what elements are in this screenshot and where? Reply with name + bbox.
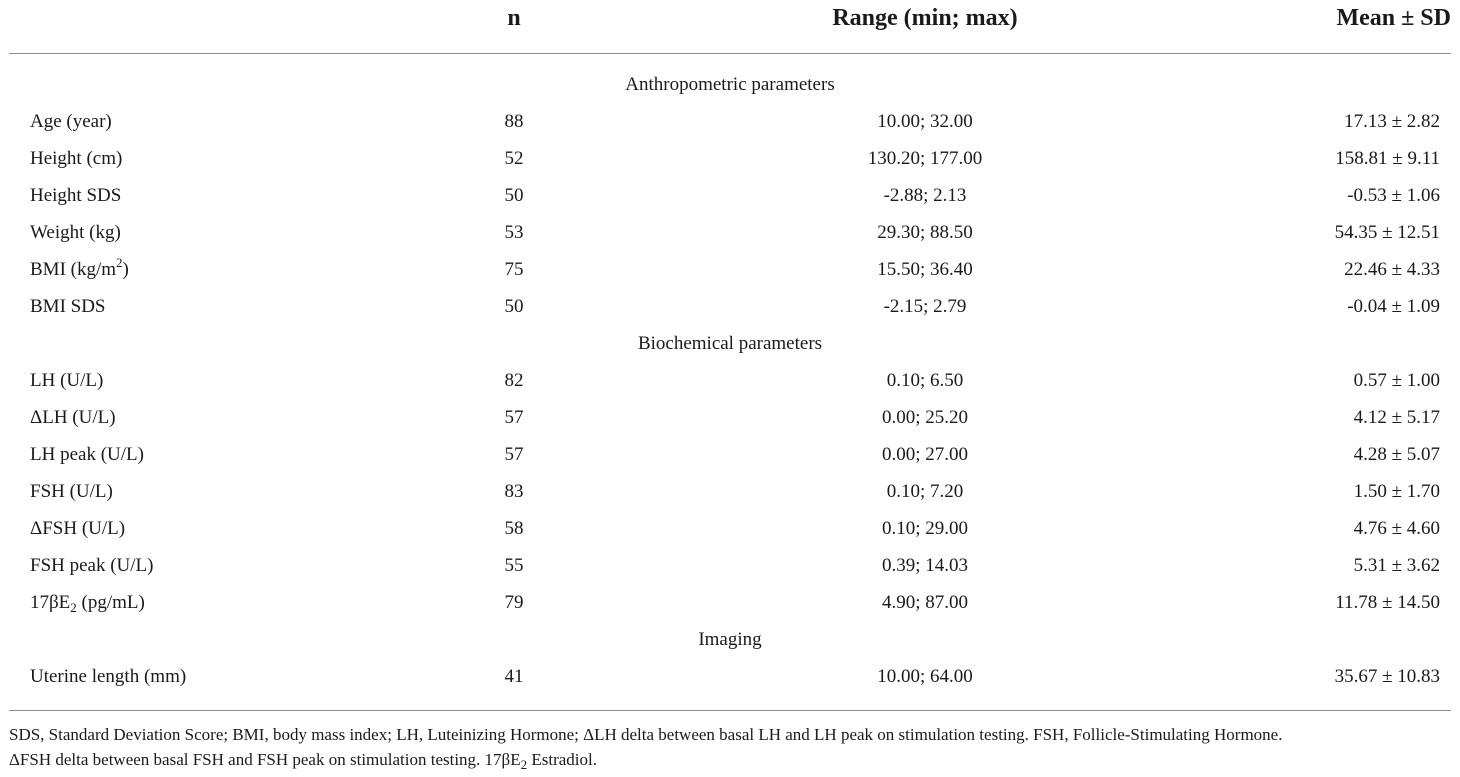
- footnote-line-1: SDS, Standard Deviation Score; BMI, body mass index; LH, Luteinizing Hormone; ΔLH delta between basal LH and LH peak on stimulation testing. FSH, Follicle-Stimulating Hormone.: [9, 725, 1283, 744]
- row-label: LH peak (U/L): [30, 444, 144, 465]
- table-row: [0, 288, 1460, 325]
- cell-mean: -0.04 ± 1.09: [1347, 296, 1440, 317]
- table-row: [0, 547, 1460, 584]
- cell-mean: 4.76 ± 4.60: [1353, 518, 1440, 539]
- cell-n: 83: [504, 481, 524, 502]
- cell-n: 53: [504, 222, 524, 243]
- section-heading-anthropometric: [0, 66, 1460, 103]
- footnote-line-2-text: ΔFSH delta between basal FSH and FSH peak on stimulation testing. 17βE: [9, 750, 521, 769]
- cell-mean: 35.67 ± 10.83: [1334, 666, 1440, 687]
- cell-mean: 17.13 ± 2.82: [1344, 111, 1440, 132]
- row-label: Age (year): [30, 111, 112, 132]
- table-row: [0, 140, 1460, 177]
- row-label: Weight (kg): [30, 222, 121, 243]
- cell-range: 0.39; 14.03: [881, 555, 969, 576]
- cell-n: 79: [504, 592, 524, 613]
- row-label-suffix: (pg/mL): [76, 592, 145, 613]
- column-header-n: n: [507, 5, 521, 31]
- table-footnote: [9, 722, 1459, 772]
- cell-range: 10.00; 64.00: [877, 666, 973, 687]
- cell-range: 4.90; 87.00: [881, 592, 969, 613]
- row-label: ΔLH (U/L): [30, 407, 116, 428]
- table-row: [0, 362, 1460, 399]
- section-heading-biochemical: [0, 325, 1460, 362]
- column-header-range: Range (min; max): [832, 5, 1018, 31]
- table-row: [0, 177, 1460, 214]
- row-label: BMI SDS: [30, 296, 106, 317]
- cell-n: 82: [504, 370, 524, 391]
- cell-n: 41: [504, 666, 524, 687]
- cell-n: 52: [504, 148, 524, 169]
- cell-range: 29.30; 88.50: [877, 222, 973, 243]
- row-label-text: BMI (kg/m: [30, 259, 117, 280]
- cell-mean: 11.78 ± 14.50: [1335, 592, 1440, 613]
- row-label: [30, 255, 129, 282]
- table-row: [0, 436, 1460, 473]
- row-label: Height (cm): [30, 148, 123, 169]
- cell-range: 0.00; 25.20: [881, 407, 969, 428]
- cell-n: 55: [504, 555, 524, 576]
- table-header: [0, 0, 1460, 40]
- header-divider: [9, 53, 1451, 54]
- cell-range: 0.10; 7.20: [886, 481, 964, 502]
- cell-range: -2.15; 2.79: [883, 296, 967, 317]
- table-body: [0, 66, 1460, 695]
- table-row: [0, 584, 1460, 621]
- cell-mean: 4.28 ± 5.07: [1353, 444, 1440, 465]
- cell-n: 88: [504, 111, 524, 132]
- cell-range: 0.10; 29.00: [881, 518, 969, 539]
- cell-range: 130.20; 177.00: [867, 148, 983, 169]
- section-title: Imaging: [698, 629, 762, 650]
- row-label-text: 17βE: [30, 592, 71, 613]
- column-header-mean: Mean ± SD: [1336, 5, 1451, 31]
- table-row: [0, 214, 1460, 251]
- table-row: [0, 473, 1460, 510]
- cell-range: 0.10; 6.50: [886, 370, 964, 391]
- cell-n: 58: [504, 518, 524, 539]
- row-label: ΔFSH (U/L): [30, 518, 126, 539]
- table-row: [0, 510, 1460, 547]
- row-label: Height SDS: [30, 185, 122, 206]
- footer-divider: [9, 710, 1451, 711]
- cell-mean: 22.46 ± 4.33: [1344, 259, 1440, 280]
- cell-range: 15.50; 36.40: [877, 259, 973, 280]
- subscript: 2: [520, 757, 528, 772]
- cell-mean: 0.57 ± 1.00: [1353, 370, 1440, 391]
- table-row: [0, 399, 1460, 436]
- cell-n: 50: [504, 185, 524, 206]
- cell-range: 10.00; 32.00: [877, 111, 973, 132]
- subscript: 2: [70, 600, 77, 615]
- table-row: [0, 103, 1460, 140]
- cell-n: 57: [504, 407, 524, 428]
- row-label-suffix: ): [122, 259, 129, 280]
- cell-mean: -0.53 ± 1.06: [1347, 185, 1440, 206]
- section-title: Biochemical parameters: [637, 333, 823, 354]
- section-heading-imaging: [0, 621, 1460, 658]
- row-label: [30, 591, 145, 615]
- cell-mean: 54.35 ± 12.51: [1334, 222, 1440, 243]
- cell-n: 75: [504, 259, 524, 280]
- cell-mean: 4.12 ± 5.17: [1353, 407, 1440, 428]
- row-label: Uterine length (mm): [30, 666, 187, 687]
- row-label: LH (U/L): [30, 370, 104, 391]
- table-row: [0, 251, 1460, 288]
- section-title: Anthropometric parameters: [625, 74, 835, 95]
- cell-range: 0.00; 27.00: [881, 444, 969, 465]
- row-label: FSH peak (U/L): [30, 555, 154, 576]
- cell-mean: 158.81 ± 9.11: [1335, 148, 1440, 169]
- cell-n: 57: [504, 444, 524, 465]
- row-label: FSH (U/L): [30, 481, 113, 502]
- footnote-line-2-suffix: Estradiol.: [527, 750, 597, 769]
- cell-mean: 1.50 ± 1.70: [1353, 481, 1440, 502]
- footnote-line-2: [9, 747, 1459, 772]
- cell-mean: 5.31 ± 3.62: [1353, 555, 1440, 576]
- cell-range: -2.88; 2.13: [883, 185, 967, 206]
- superscript: 2: [116, 255, 123, 270]
- cell-n: 50: [504, 296, 524, 317]
- table-row: [0, 658, 1460, 695]
